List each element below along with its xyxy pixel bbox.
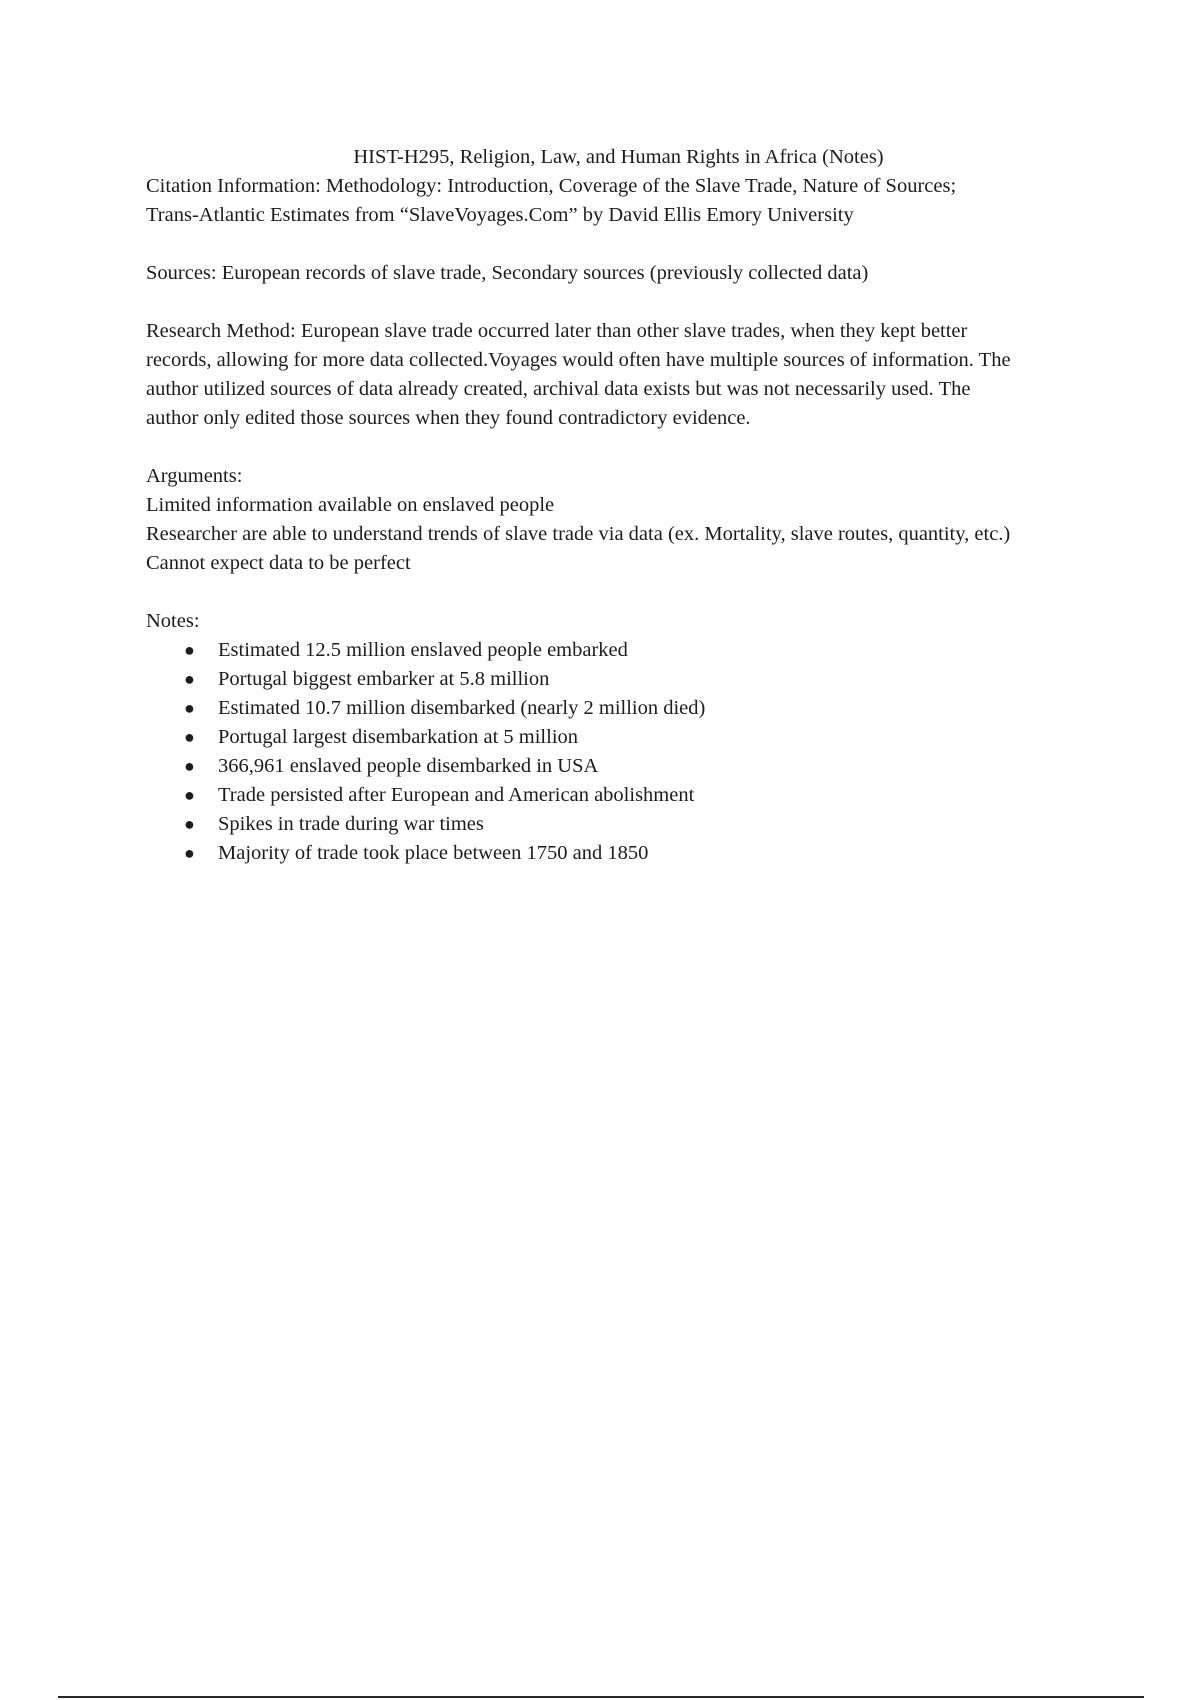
list-item — [146, 839, 1096, 868]
citation-line-2: Trans-Atlantic Estimates from “SlaveVoyages.Com” by David Ellis Emory University — [146, 204, 854, 226]
list-item — [146, 665, 1096, 694]
bullet-icon: ● — [184, 756, 195, 776]
arguments-section — [146, 462, 1096, 578]
bullet-icon: ● — [184, 727, 195, 747]
bullet-icon: ● — [184, 814, 195, 834]
note-text: Estimated 12.5 million enslaved people embarked — [218, 639, 628, 661]
note-text: Spikes in trade during war times — [218, 813, 484, 835]
note-text: Estimated 10.7 million disembarked (nearly 2 million died) — [218, 697, 706, 719]
argument-item: Researcher are able to understand trends of slave trade via data (ex. Mortality, slave routes, quantity, etc.) — [146, 523, 1011, 545]
argument-item: Cannot expect data to be perfect — [146, 552, 411, 574]
note-text: Trade persisted after European and American abolishment — [218, 784, 695, 806]
bullet-icon: ● — [184, 843, 195, 863]
page-bottom-rule — [58, 1696, 1144, 1698]
notes-heading: Notes: — [146, 610, 200, 632]
list-item — [146, 723, 1096, 752]
list-item — [146, 752, 1096, 781]
note-text: Portugal biggest embarker at 5.8 million — [218, 668, 550, 690]
note-text: Majority of trade took place between 1750 and 1850 — [218, 842, 649, 864]
bullet-icon: ● — [184, 785, 195, 805]
notes-list — [146, 636, 1096, 868]
bullet-icon: ● — [184, 640, 195, 660]
research-method-block — [146, 317, 1096, 433]
arguments-heading: Arguments: — [146, 465, 243, 487]
list-item — [146, 694, 1096, 723]
research-method-line-2: records, allowing for more data collected.Voyages would often have multiple sources of information. The — [146, 349, 1011, 371]
research-method-line-1: Research Method: European slave trade occurred later than other slave trades, when they kept better — [146, 320, 968, 342]
argument-item: Limited information available on enslaved people — [146, 494, 555, 516]
note-text: Portugal largest disembarkation at 5 million — [218, 726, 579, 748]
research-method-line-4: author only edited those sources when they found contradictory evidence. — [146, 407, 751, 429]
document-body — [146, 143, 1096, 868]
list-item — [146, 636, 1096, 665]
document-title: HIST-H295, Religion, Law, and Human Rights in Africa (Notes) — [353, 146, 884, 168]
sources-text: Sources: European records of slave trade, Secondary sources (previously collected data) — [146, 262, 869, 284]
bullet-icon: ● — [184, 669, 195, 689]
research-method-line-3: author utilized sources of data already created, archival data exists but was not necessarily used. The — [146, 378, 971, 400]
bullet-icon: ● — [184, 698, 195, 718]
note-text: 366,961 enslaved people disembarked in USA — [218, 755, 599, 777]
notes-section — [146, 607, 1096, 868]
list-item — [146, 810, 1096, 839]
citation-line-1: Citation Information: Methodology: Introduction, Coverage of the Slave Trade, Nature of Sources; — [146, 175, 957, 197]
citation-block — [146, 172, 1096, 230]
list-item — [146, 781, 1096, 810]
